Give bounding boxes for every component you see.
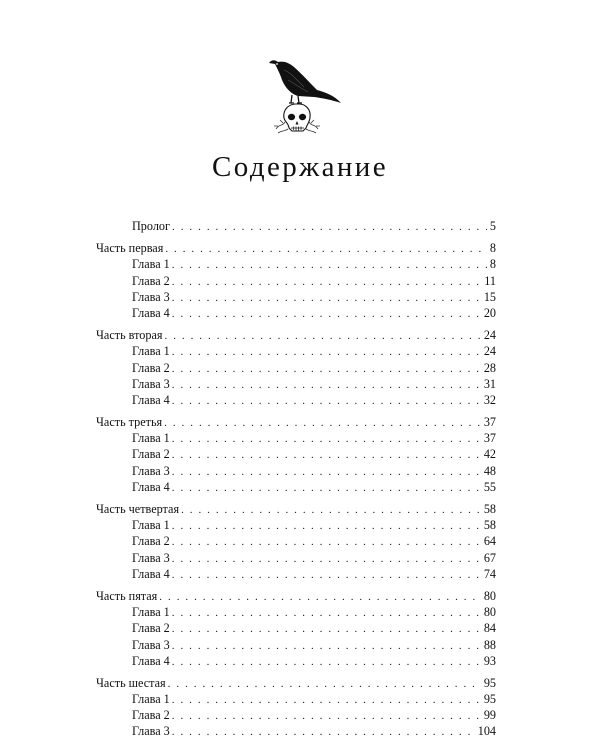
raven-skull-emblem-icon — [262, 50, 352, 136]
toc-chapter-entry[interactable] — [96, 637, 496, 653]
dot-leader — [172, 219, 487, 235]
toc-entry-label: Глава 3 — [132, 637, 170, 652]
dot-leader — [164, 415, 481, 431]
toc-chapter-entry[interactable] — [96, 392, 496, 408]
toc-entry-page-number: 58 — [483, 518, 496, 533]
toc-chapter-entry[interactable] — [96, 289, 496, 305]
toc-entry-label: Часть третья — [96, 415, 163, 430]
dot-leader — [172, 654, 481, 670]
toc-entry-page-number: 8 — [489, 257, 496, 272]
toc-entry-page-number: 93 — [483, 653, 496, 668]
toc-entry-page-number: 24 — [483, 328, 496, 343]
toc-entry-label: Глава 4 — [132, 305, 170, 320]
dot-leader — [172, 708, 481, 724]
toc-entry-label: Глава 4 — [132, 479, 170, 494]
toc-entry-page-number: 88 — [483, 637, 496, 652]
toc-entry-label: Глава 2 — [132, 273, 170, 288]
toc-entry-page-number: 31 — [483, 376, 496, 391]
page-title: Содержание — [212, 151, 388, 183]
dot-leader — [172, 638, 481, 654]
toc-group — [96, 327, 496, 408]
dot-leader — [172, 274, 481, 290]
toc-entry-label: Глава 2 — [132, 360, 170, 375]
dot-leader — [172, 290, 481, 306]
toc-chapter-entry[interactable] — [96, 360, 496, 376]
toc-part-entry[interactable] — [96, 327, 496, 343]
toc-entry-label: Глава 3 — [132, 289, 170, 304]
toc-entry-label: Часть шестая — [96, 675, 166, 690]
toc-entry-label: Глава 1 — [132, 692, 170, 707]
toc-entry-page-number: 80 — [483, 605, 496, 620]
toc-chapter-entry[interactable] — [96, 256, 496, 272]
toc-chapter-entry[interactable] — [96, 430, 496, 446]
dot-leader — [172, 447, 481, 463]
toc-entry-page-number: 37 — [483, 431, 496, 446]
toc-entry-label: Глава 3 — [132, 724, 170, 739]
toc-entry-page-number: 8 — [489, 241, 496, 256]
toc-entry-label: Глава 1 — [132, 344, 170, 359]
toc-group — [96, 501, 496, 582]
toc-entry-page-number: 64 — [483, 534, 496, 549]
toc-chapter-entry[interactable] — [96, 305, 496, 321]
dot-leader — [172, 361, 481, 377]
toc-part-entry[interactable] — [96, 240, 496, 256]
toc-entry-page-number: 28 — [483, 360, 496, 375]
toc-entry-label: Глава 4 — [132, 653, 170, 668]
toc-entry-page-number: 55 — [483, 479, 496, 494]
dot-leader — [172, 724, 475, 740]
toc-part-entry[interactable] — [96, 414, 496, 430]
dot-leader — [172, 567, 481, 583]
toc-chapter-entry[interactable] — [96, 723, 496, 739]
dot-leader — [159, 589, 481, 605]
dot-leader — [172, 480, 481, 496]
toc-chapter-entry[interactable] — [96, 604, 496, 620]
toc-entry-page-number: 74 — [483, 566, 496, 581]
toc-part-entry[interactable] — [96, 675, 496, 691]
toc-entry-label: Глава 2 — [132, 708, 170, 723]
toc-entry-label: Глава 3 — [132, 463, 170, 478]
toc-group — [96, 240, 496, 321]
dot-leader — [172, 344, 481, 360]
toc-entry-label: Глава 2 — [132, 621, 170, 636]
toc-entry-page-number: 37 — [483, 415, 496, 430]
toc-chapter-entry[interactable] — [96, 218, 496, 234]
toc-chapter-entry[interactable] — [96, 691, 496, 707]
toc-chapter-entry[interactable] — [96, 479, 496, 495]
dot-leader — [172, 464, 481, 480]
dot-leader — [172, 518, 481, 534]
dot-leader — [165, 241, 487, 257]
toc-entry-page-number: 104 — [477, 724, 496, 739]
dot-leader — [172, 534, 481, 550]
dot-leader — [172, 306, 481, 322]
toc-entry-label: Глава 3 — [132, 550, 170, 565]
toc-entry-page-number: 20 — [483, 305, 496, 320]
toc-entry-label: Часть первая — [96, 241, 164, 256]
toc-entry-label: Часть четвертая — [96, 502, 180, 516]
toc-entry-page-number: 32 — [483, 392, 496, 407]
toc-entry-label: Глава 1 — [132, 605, 170, 620]
toc-chapter-entry[interactable] — [96, 533, 496, 549]
toc-entry-page-number: 58 — [483, 502, 496, 516]
dot-leader — [172, 551, 481, 567]
toc-chapter-entry[interactable] — [96, 550, 496, 566]
dot-leader — [172, 431, 481, 447]
toc-entry-page-number: 99 — [483, 708, 496, 723]
dot-leader — [181, 502, 481, 518]
toc-entry-label: Глава 4 — [132, 566, 170, 581]
toc-entry-label: Глава 4 — [132, 392, 170, 407]
toc-group — [96, 218, 496, 234]
toc-entry-label: Глава 1 — [132, 257, 170, 272]
table-of-contents — [96, 218, 496, 746]
toc-entry-label: Глава 2 — [132, 447, 170, 462]
toc-entry-label: Глава 1 — [132, 518, 170, 533]
toc-chapter-entry[interactable] — [96, 653, 496, 669]
dot-leader — [172, 692, 481, 708]
toc-entry-page-number: 80 — [483, 588, 496, 603]
toc-chapter-entry[interactable] — [96, 620, 496, 636]
toc-entry-page-number: 67 — [483, 550, 496, 565]
toc-entry-page-number: 95 — [483, 692, 496, 707]
toc-entry-page-number: 95 — [483, 675, 496, 690]
toc-chapter-entry[interactable] — [96, 517, 496, 533]
toc-group — [96, 588, 496, 669]
toc-entry-page-number: 24 — [483, 344, 496, 359]
dot-leader — [172, 377, 481, 393]
toc-group — [96, 675, 496, 740]
toc-entry-label: Часть вторая — [96, 328, 163, 343]
toc-entry-page-number: 5 — [489, 219, 496, 233]
toc-entry-label: Часть пятая — [96, 588, 158, 603]
toc-chapter-entry[interactable] — [96, 566, 496, 582]
dot-leader — [165, 328, 481, 344]
toc-entry-page-number: 11 — [484, 273, 496, 288]
dot-leader — [172, 257, 487, 273]
toc-chapter-entry[interactable] — [96, 273, 496, 289]
dot-leader — [172, 393, 481, 409]
toc-entry-label: Глава 2 — [132, 534, 170, 549]
toc-group — [96, 414, 496, 495]
dot-leader — [172, 605, 481, 621]
toc-chapter-entry[interactable] — [96, 376, 496, 392]
toc-entry-page-number: 84 — [483, 621, 496, 636]
toc-part-entry[interactable] — [96, 501, 496, 517]
toc-entry-label: Глава 3 — [132, 376, 170, 391]
toc-chapter-entry[interactable] — [96, 343, 496, 359]
toc-chapter-entry[interactable] — [96, 707, 496, 723]
toc-entry-label: Глава 1 — [132, 431, 170, 446]
dot-leader — [168, 676, 481, 692]
toc-entry-label: Пролог — [132, 219, 171, 233]
toc-entry-page-number: 42 — [483, 447, 496, 462]
toc-entry-page-number: 48 — [483, 463, 496, 478]
toc-entry-page-number: 15 — [483, 289, 496, 304]
toc-part-entry[interactable] — [96, 588, 496, 604]
toc-chapter-entry[interactable] — [96, 446, 496, 462]
dot-leader — [172, 621, 481, 637]
toc-chapter-entry[interactable] — [96, 463, 496, 479]
